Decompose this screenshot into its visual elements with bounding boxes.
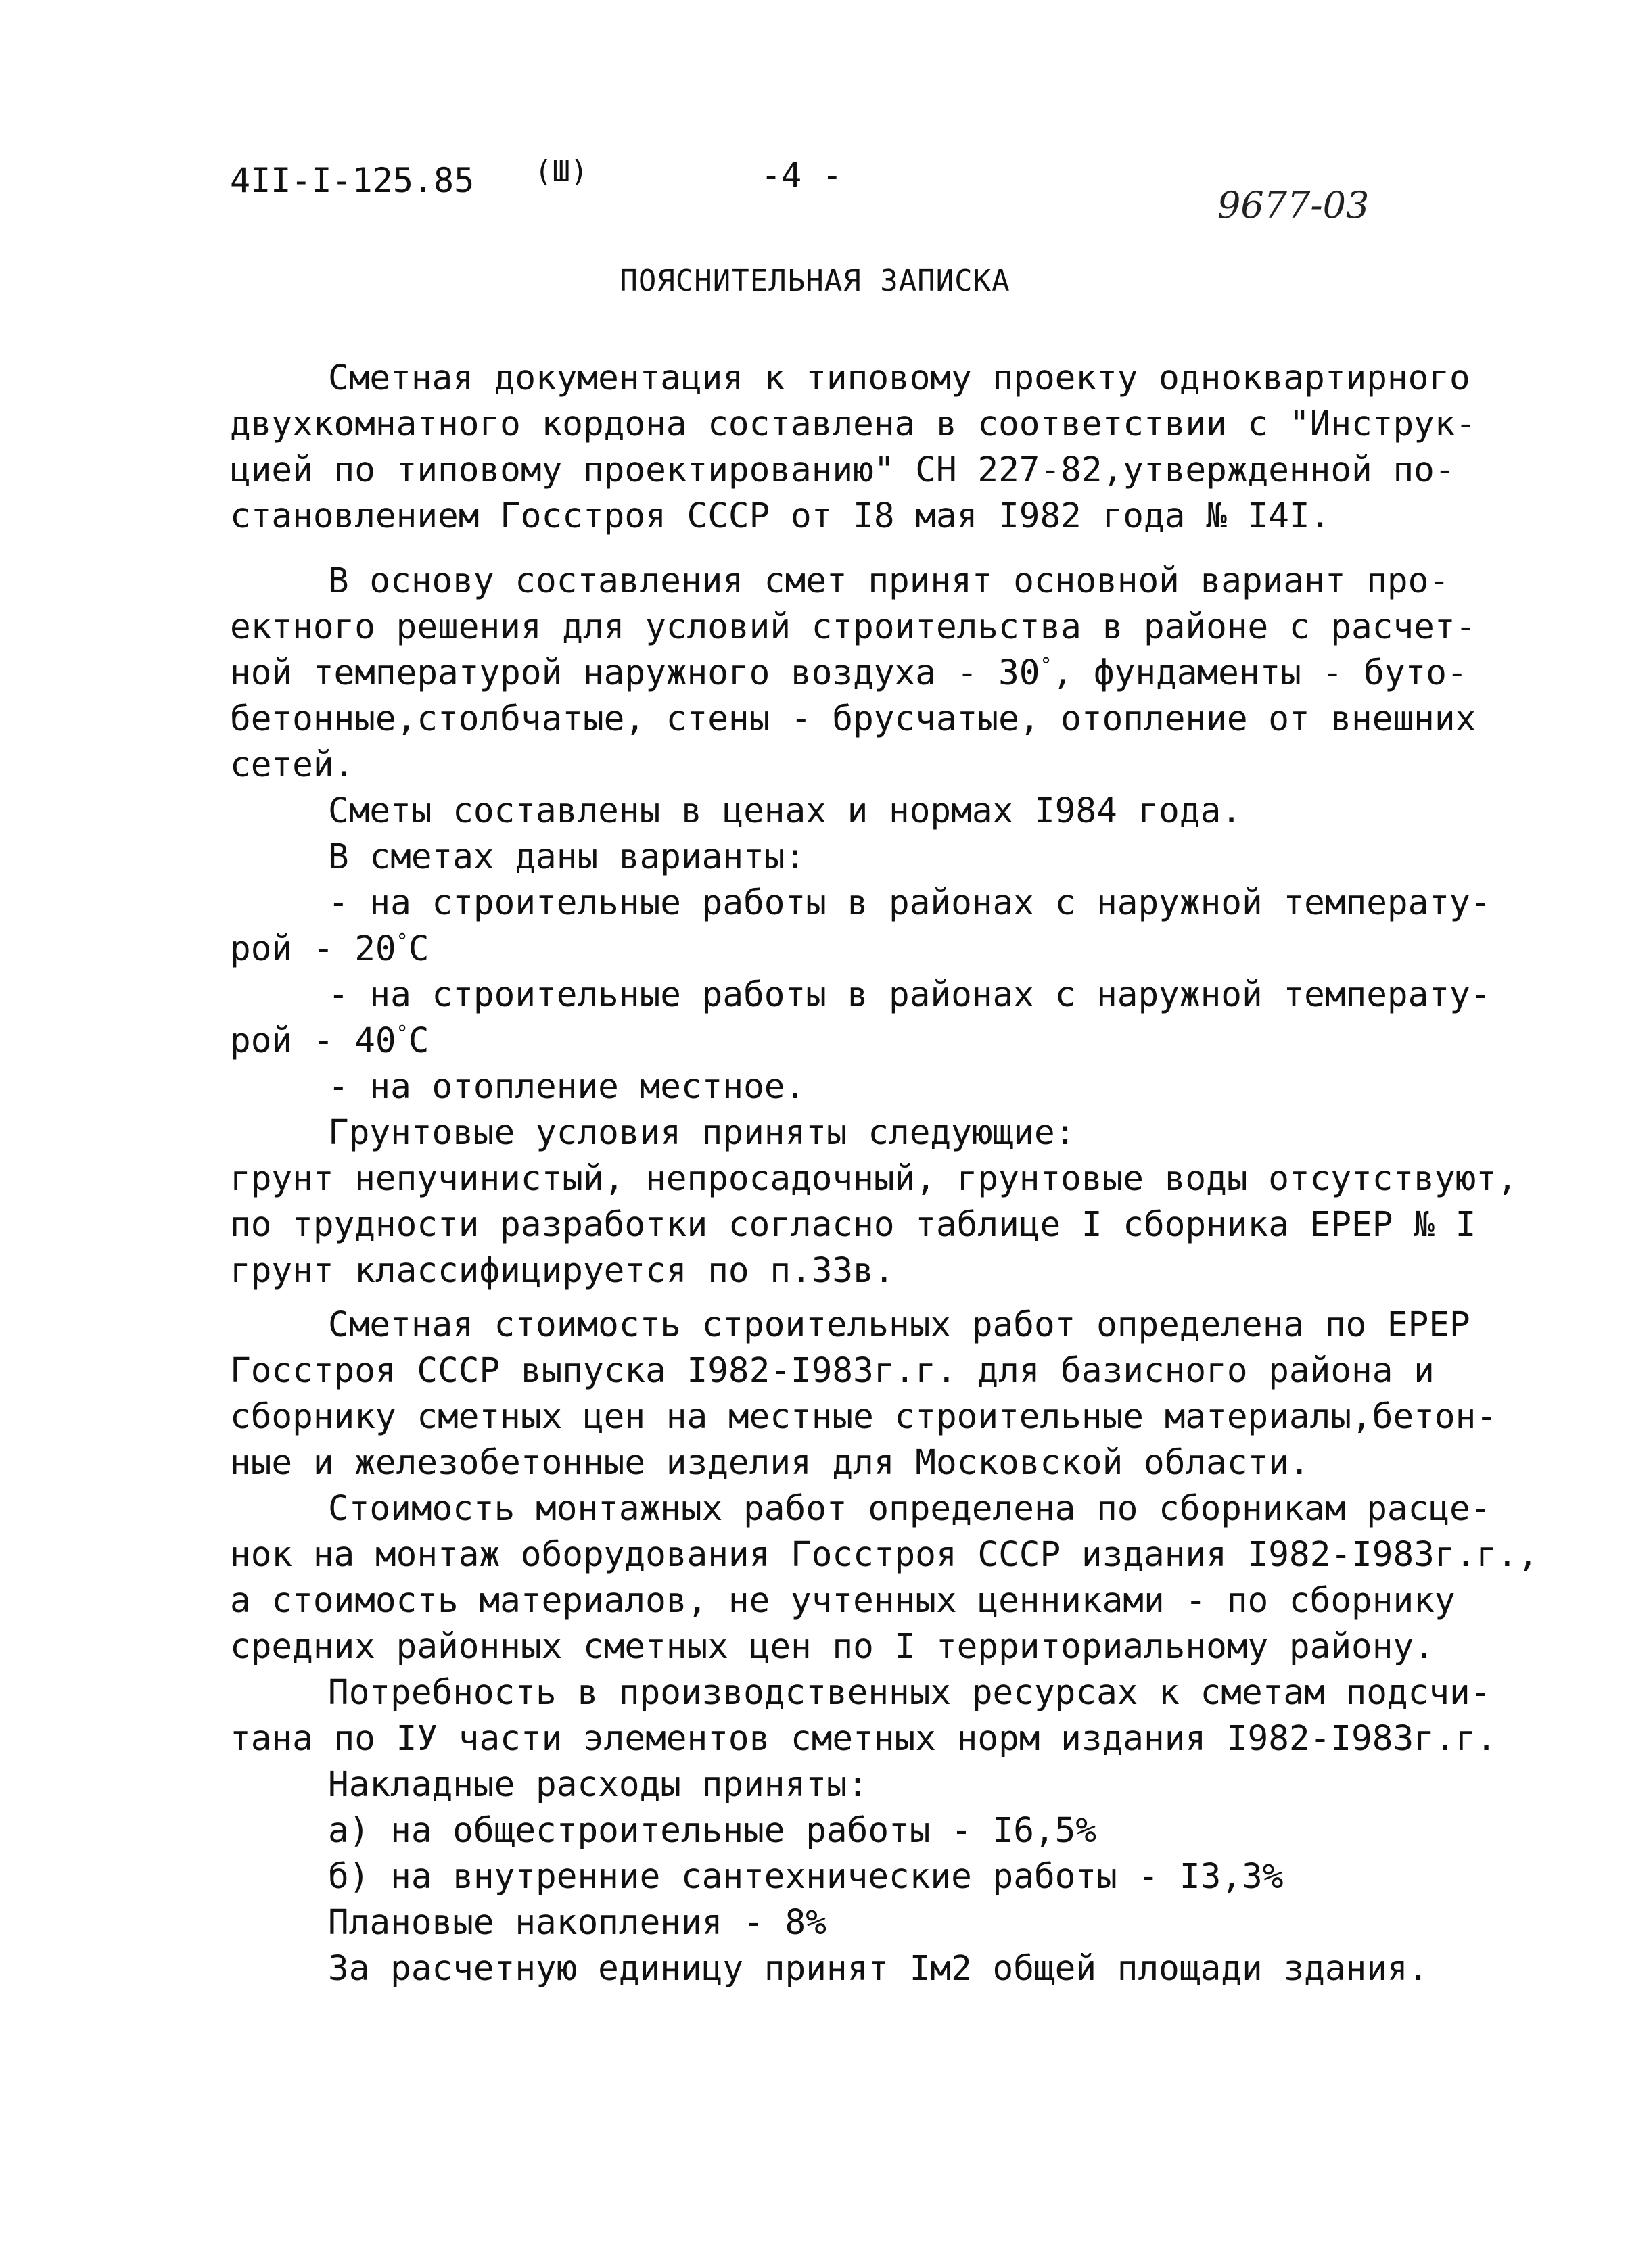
text-line: - на строительные работы в районах с наружной температу-	[328, 975, 1491, 1015]
text-line: Накладные расходы приняты:	[328, 1765, 868, 1805]
text-line: - на строительные работы в районах с наружной температу-	[328, 883, 1491, 923]
text-line: За расчетную единицу принят Iм2 общей площади здания.	[328, 1949, 1429, 1989]
text-line: а стоимость материалов, не учтенных ценниками - по сборнику	[230, 1581, 1456, 1621]
text-line: рой - 20°С	[230, 929, 429, 969]
text-line: тана по IУ части элементов сметных норм издания I982-I983г.г.	[230, 1719, 1497, 1759]
page-number: -4 -	[761, 156, 843, 195]
text-line: по трудности разработки согласно таблице I сборника ЕРЕР № I	[230, 1205, 1476, 1245]
text-line: Стоимость монтажных работ определена по сборникам расце-	[328, 1489, 1491, 1529]
text-line: В основу составления смет принят основной вариант про-	[328, 561, 1450, 601]
text-line: грунт непучинистый, непросадочный, грунтовые воды отсутствуют,	[230, 1159, 1518, 1199]
text-line: б) на внутренние сантехнические работы - I3,3%	[328, 1857, 1284, 1897]
text-line: сборнику сметных цен на местные строительные материалы,бетон-	[230, 1397, 1497, 1437]
text-line: рой - 40°С	[230, 1021, 429, 1061]
text-line: Потребность в производственных ресурсах к сметам подсчи-	[328, 1673, 1491, 1713]
text-line: Сметная стоимость строительных работ определена по ЕРЕР	[328, 1305, 1470, 1345]
sheet-mark: (Ш)	[534, 154, 588, 189]
text-line: двухкомнатного кордона составлена в соответствии с "Инструк-	[230, 404, 1476, 444]
text-line: грунт классифицируется по п.33в.	[230, 1251, 895, 1291]
text-line: цией по типовому проектированию" СН 227-82,утвержденной по-	[230, 450, 1456, 490]
text-line: - на отопление местное.	[328, 1067, 806, 1107]
text-line: Грунтовые условия приняты следующие:	[328, 1113, 1076, 1153]
text-line: ектного решения для условий строительства в районе с расчет-	[230, 607, 1476, 647]
text-line: Сметная документация к типовому проекту одноквартирного	[328, 358, 1470, 398]
text-line: Плановые накопления - 8%	[328, 1903, 826, 1943]
document-title: ПОЯСНИТЕЛЬНАЯ ЗАПИСКА	[620, 264, 1010, 298]
text-line: Госстроя СССР выпуска I982-I983г.г. для базисного района и	[230, 1351, 1435, 1391]
handwritten-inventory-number: 9677-03	[1217, 184, 1370, 227]
text-line: нок на монтаж оборудования Госстроя СССР издания I982-I983г.г.,	[230, 1535, 1539, 1575]
text-line: а) на общестроительные работы - I6,5%	[328, 1811, 1097, 1851]
text-line: средних районных сметных цен по I территориальному району.	[230, 1627, 1435, 1667]
text-line: бетонные,столбчатые, стены - брусчатые, отопление от внешних	[230, 699, 1476, 739]
text-line: Сметы составлены в ценах и нормах I984 года.	[328, 791, 1242, 831]
text-line: ные и железобетонные изделия для Московской области.	[230, 1443, 1310, 1483]
text-line: В сметах даны варианты:	[328, 837, 806, 877]
text-line: сетей.	[230, 745, 355, 785]
text-line: ной температурой наружного воздуха - 30°, фундаменты - буто-	[230, 653, 1468, 693]
document-code: 4II-I-125.85	[230, 161, 475, 200]
text-line: становлением Госстроя СССР от I8 мая I982 года № I4I.	[230, 496, 1331, 536]
